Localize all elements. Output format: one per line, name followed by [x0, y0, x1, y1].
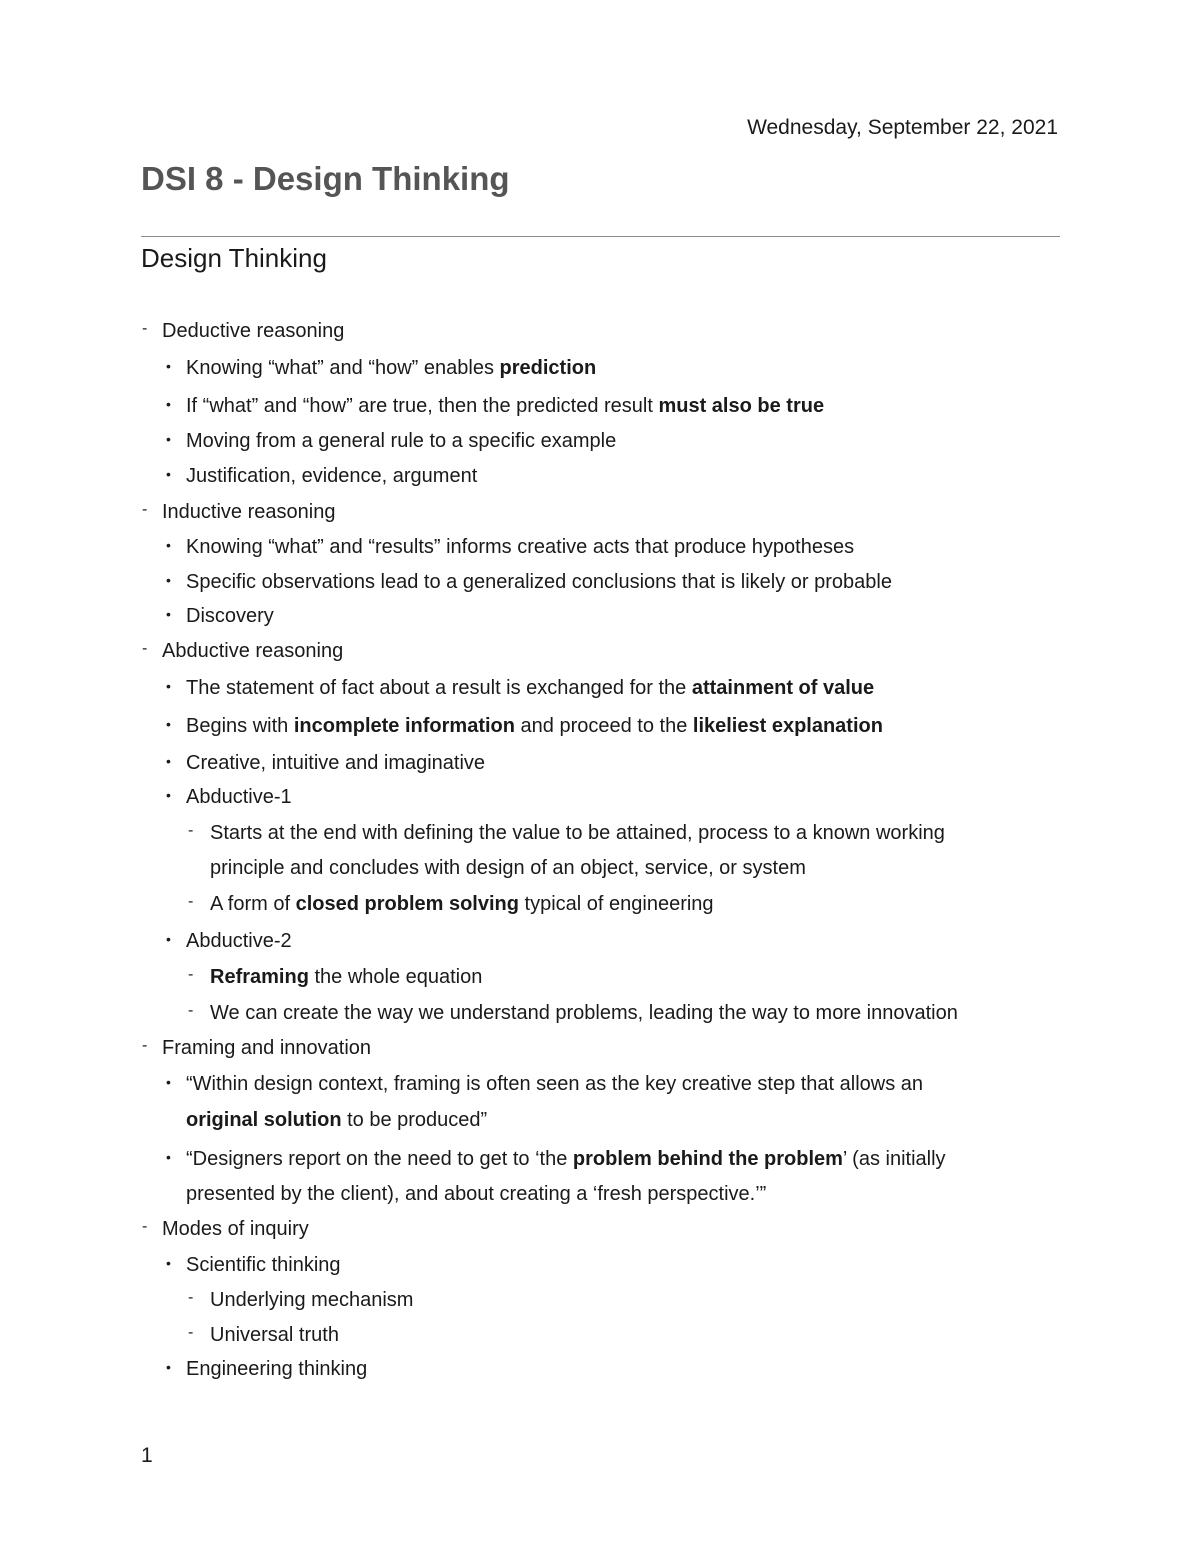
document-date: Wednesday, September 22, 2021	[747, 116, 1058, 139]
text-segment: Framing and innovation	[162, 1037, 372, 1059]
text-segment: typical of engineering	[518, 893, 714, 915]
outline-item-level-2	[210, 1288, 413, 1312]
text-segment: Modes of inquiry	[162, 1218, 309, 1240]
bold-text: problem behind the problem	[572, 1148, 843, 1170]
bold-text: attainment of value	[691, 677, 875, 699]
outline-item-level-1	[186, 535, 854, 559]
outline-item-level-2	[210, 856, 806, 880]
dash-marker: -	[188, 966, 194, 983]
outline-item-level-1	[186, 1182, 766, 1206]
outline-item-level-1	[186, 714, 883, 738]
text-segment: the whole equation	[308, 966, 483, 988]
outline-item-level-0	[162, 1217, 309, 1241]
text-segment: Discovery	[186, 605, 274, 627]
dash-marker: -	[142, 640, 148, 657]
outline-item-level-1	[186, 751, 485, 775]
text-segment: Abductive-2	[186, 930, 292, 952]
text-segment: If “what” and “how” are true, then the predicted result	[186, 395, 659, 417]
text-segment: Abductive reasoning	[162, 640, 344, 662]
outline-item-level-1	[186, 1108, 487, 1132]
text-segment: Abductive-1	[186, 786, 292, 808]
text-segment: “Designers report on the need to get to ‘the	[186, 1148, 573, 1170]
text-segment: Engineering thinking	[186, 1358, 368, 1380]
text-segment: principle and concludes with design of an object, service, or system	[210, 857, 806, 879]
outline-item-level-1	[186, 356, 596, 380]
text-segment: Inductive reasoning	[162, 501, 336, 523]
bullet-marker: •	[166, 678, 171, 694]
outline-item-level-1	[186, 464, 477, 488]
title-divider	[141, 236, 1060, 237]
section-heading: Design Thinking	[141, 243, 327, 273]
bold-text: likeliest explanation	[692, 715, 883, 737]
outline-item-level-2	[210, 892, 714, 916]
dash-marker: -	[188, 822, 194, 839]
bullet-marker: •	[166, 1359, 171, 1375]
text-segment: Moving from a general rule to a specific example	[186, 430, 617, 452]
text-segment: presented by the client), and about creating a ‘fresh perspective.’”	[186, 1183, 767, 1205]
bullet-marker: •	[166, 716, 171, 732]
text-segment: Deductive reasoning	[162, 320, 345, 342]
text-segment: Universal truth	[210, 1324, 339, 1346]
outline-item-level-1	[186, 394, 824, 418]
text-segment: Underlying mechanism	[210, 1289, 414, 1311]
bullet-marker: •	[166, 1074, 171, 1090]
bold-text: original solution	[186, 1109, 342, 1131]
text-segment: and proceed to the	[514, 715, 693, 737]
text-segment: Knowing “what” and “how” enables	[186, 357, 500, 379]
outline-item-level-0	[162, 319, 344, 343]
text-segment: Justification, evidence, argument	[186, 465, 478, 487]
outline-item-level-2	[210, 965, 482, 989]
bullet-marker: •	[166, 753, 171, 769]
bullet-marker: •	[166, 1149, 171, 1165]
bold-text: must also be true	[658, 395, 825, 417]
bold-text: closed problem solving	[295, 893, 519, 915]
document-title: DSI 8 - Design Thinking	[141, 160, 510, 197]
outline-item-level-2	[210, 821, 945, 845]
outline-item-level-1	[186, 785, 292, 809]
dash-marker: -	[142, 1218, 148, 1235]
bold-text: incomplete information	[293, 715, 515, 737]
text-segment: A form of	[210, 893, 296, 915]
outline-item-level-1	[186, 1357, 367, 1381]
bullet-marker: •	[166, 431, 171, 447]
page-number: 1	[141, 1444, 153, 1467]
outline-item-level-1	[186, 1147, 946, 1171]
outline-item-level-1	[186, 676, 874, 700]
text-segment: Knowing “what” and “results” informs creative acts that produce hypotheses	[186, 536, 855, 558]
outline-item-level-0	[162, 1036, 371, 1060]
bullet-marker: •	[166, 1255, 171, 1271]
outline-item-level-2	[210, 1323, 339, 1347]
dash-marker: -	[188, 893, 194, 910]
text-segment: “Within design context, framing is often seen as the key creative step that allows an	[186, 1073, 924, 1095]
dash-marker: -	[142, 1037, 148, 1054]
outline-item-level-1	[186, 570, 892, 594]
bullet-marker: •	[166, 396, 171, 412]
dash-marker: -	[188, 1324, 194, 1341]
outline-item-level-1	[186, 429, 616, 453]
outline-item-level-1	[186, 604, 274, 628]
dash-marker: -	[188, 1289, 194, 1306]
outline-item-level-2	[210, 1001, 958, 1025]
bullet-marker: •	[166, 931, 171, 947]
text-segment: Scientific thinking	[186, 1254, 341, 1276]
text-segment: The statement of fact about a result is exchanged for the	[186, 677, 692, 699]
text-segment: ’ (as initially	[842, 1148, 946, 1170]
outline-item-level-1	[186, 929, 292, 953]
outline-item-level-1	[186, 1072, 923, 1096]
dash-marker: -	[188, 1002, 194, 1019]
bold-text: Reframing	[210, 966, 309, 988]
dash-marker: -	[142, 501, 148, 518]
dash-marker: -	[142, 320, 148, 337]
bullet-marker: •	[166, 358, 171, 374]
text-segment: We can create the way we understand problems, leading the way to more innovation	[210, 1002, 958, 1024]
outline-item-level-0	[162, 639, 343, 663]
bullet-marker: •	[166, 466, 171, 482]
bullet-marker: •	[166, 787, 171, 803]
outline-item-level-0	[162, 500, 335, 524]
text-segment: Begins with	[186, 715, 294, 737]
bold-text: prediction	[499, 357, 597, 379]
outline-item-level-1	[186, 1253, 341, 1277]
bullet-marker: •	[166, 572, 171, 588]
bullet-marker: •	[166, 606, 171, 622]
text-segment: Specific observations lead to a generalized conclusions that is likely or probable	[186, 571, 892, 593]
text-segment: to be produced”	[341, 1109, 488, 1131]
text-segment: Creative, intuitive and imaginative	[186, 752, 486, 774]
bullet-marker: •	[166, 537, 171, 553]
text-segment: Starts at the end with defining the value to be attained, process to a known working	[210, 822, 945, 844]
